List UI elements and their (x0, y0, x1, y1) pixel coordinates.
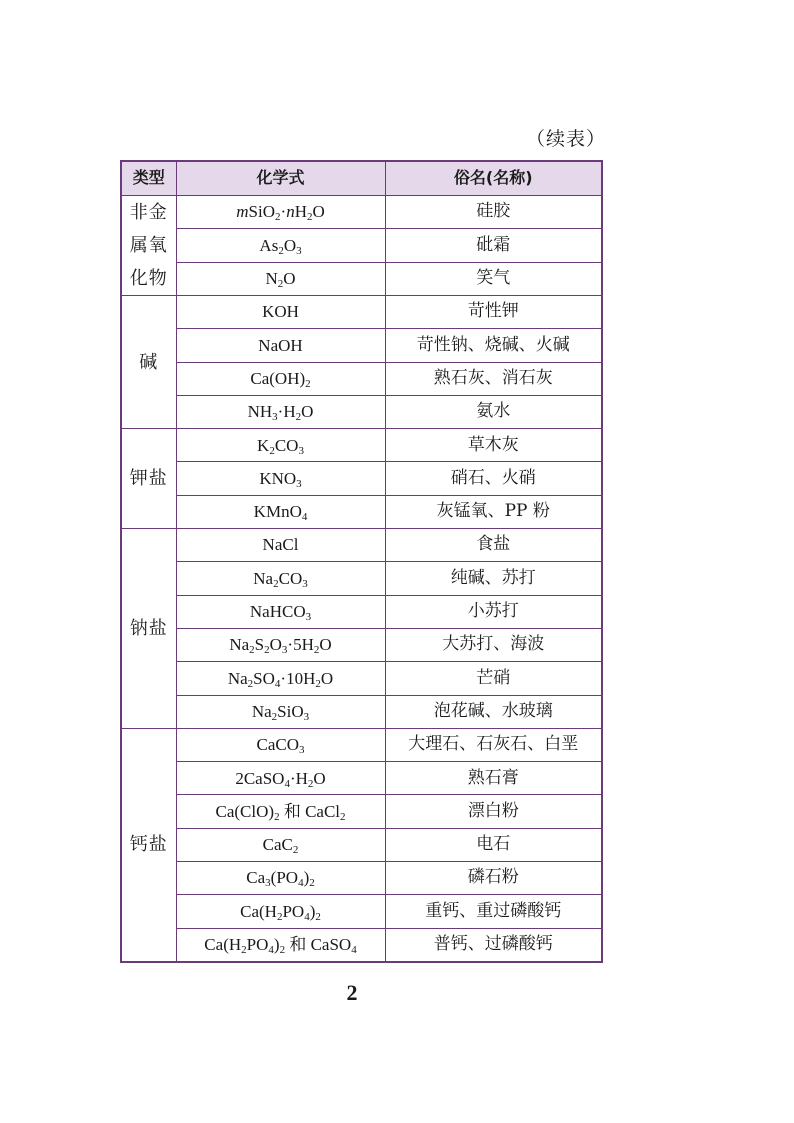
table-body (121, 196, 602, 962)
formula-cell: NaCl (176, 529, 385, 562)
table-row (121, 262, 602, 295)
table-row (121, 628, 602, 661)
chemical-names-table (120, 160, 603, 963)
common-name-cell: 笑气 (385, 262, 602, 295)
table-row (121, 296, 602, 329)
category-cell: 钾盐 (121, 429, 176, 529)
table-row (121, 795, 602, 828)
formula-cell: NaOH (176, 329, 385, 362)
formula-cell: CaC$_2$ (176, 828, 385, 861)
formula-cell: $Ca(OH)_2$ (176, 362, 385, 395)
common-name-cell: 硅胶 (385, 196, 602, 229)
formula-cell: $NH_3\cdot H_2O$ (176, 395, 385, 428)
table-row (121, 828, 602, 861)
common-name-cell: 漂白粉 (385, 795, 602, 828)
table-row (121, 395, 602, 428)
common-name-cell: 重钙、重过磷酸钙 (385, 895, 602, 928)
common-name-cell: 大理石、石灰石、白垩 (385, 728, 602, 761)
continued-label: （续表） (526, 128, 607, 150)
header-type: 类型 (121, 161, 176, 196)
formula-cell: $N_2O$ (176, 262, 385, 295)
common-name-cell: 砒霜 (385, 229, 602, 262)
formula-cell: $KNO_3$ (176, 462, 385, 495)
common-name-cell: 大苏打、海波 (385, 628, 602, 661)
table-row (121, 196, 602, 229)
page-number: 2 (346, 980, 358, 1005)
table-row (121, 495, 602, 528)
common-name-cell: 普钙、过磷酸钙 (385, 928, 602, 962)
formula-cell: $2CaSO_4\cdot H_2O$ (176, 762, 385, 795)
formula-cell: CaCO$_3$ (176, 728, 385, 761)
common-name-cell: 熟石灰、消石灰 (385, 362, 602, 395)
table-row (121, 928, 602, 962)
common-name-cell: 食盐 (385, 529, 602, 562)
common-name-cell: 氨水 (385, 395, 602, 428)
table-row (121, 229, 602, 262)
table-row (121, 362, 602, 395)
table-row (121, 895, 602, 928)
common-name-cell: 泡花碱、水玻璃 (385, 695, 602, 728)
common-name-cell: 硝石、火硝 (385, 462, 602, 495)
table-row (121, 529, 602, 562)
formula-cell: $mSiO_2\cdot nH_2O$ (176, 196, 385, 229)
table-row (121, 562, 602, 595)
common-name-cell: 电石 (385, 828, 602, 861)
common-name-cell: 苛性钠、烧碱、火碱 (385, 329, 602, 362)
table-row (121, 429, 602, 462)
category-cell: 钠盐 (121, 529, 176, 729)
formula-cell: $Na_2S_2O_3\cdot 5H_2O$ (176, 628, 385, 661)
formula-cell: NaHCO$_3$ (176, 595, 385, 628)
formula-cell: $Na_2CO_3$ (176, 562, 385, 595)
formula-cell: $Ca(H_2PO_4)_2$ (176, 895, 385, 928)
table-row (121, 728, 602, 761)
formula-cell: KMnO$_4$ (176, 495, 385, 528)
category-cell: 碱 (121, 296, 176, 429)
common-name-cell: 熟石膏 (385, 762, 602, 795)
header-formula: 化学式 (176, 161, 385, 196)
formula-cell: $Ca_3(PO_4)_2$ (176, 862, 385, 895)
formula-cell: $Na_2SiO_3$ (176, 695, 385, 728)
table-row (121, 862, 602, 895)
common-name-cell: 苛性钾 (385, 296, 602, 329)
common-name-cell: 小苏打 (385, 595, 602, 628)
table-row (121, 595, 602, 628)
header-common-name: 俗名(名称) (385, 161, 602, 196)
table-row (121, 662, 602, 695)
formula-cell: KOH (176, 296, 385, 329)
table-row (121, 462, 602, 495)
common-name-cell: 灰锰氧、PP 粉 (385, 495, 602, 528)
common-name-cell: 芒硝 (385, 662, 602, 695)
formula-cell: $As_2O_3$ (176, 229, 385, 262)
table-header-row (121, 161, 602, 196)
common-name-cell: 草木灰 (385, 429, 602, 462)
table-row (121, 762, 602, 795)
common-name-cell: 纯碱、苏打 (385, 562, 602, 595)
formula-cell: $Ca(ClO)_2$ 和 CaCl$_2$ (176, 795, 385, 828)
formula-cell: $K_2CO_3$ (176, 429, 385, 462)
formula-cell: $Na_2SO_4\cdot 10H_2O$ (176, 662, 385, 695)
category-cell: 非金 属氧 化物 (121, 196, 176, 296)
formula-cell: $Ca(H_2PO_4)_2$ 和 CaSO$_4$ (176, 928, 385, 962)
table-row (121, 695, 602, 728)
common-name-cell: 磷石粉 (385, 862, 602, 895)
table-row (121, 329, 602, 362)
category-cell: 钙盐 (121, 728, 176, 962)
